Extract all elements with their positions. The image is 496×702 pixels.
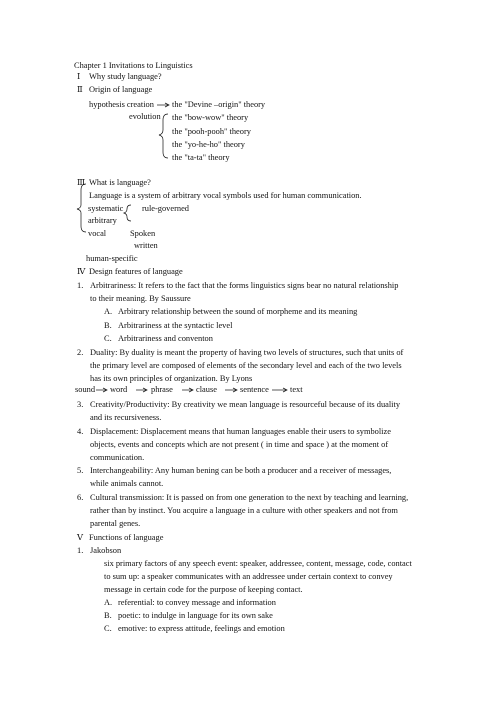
feature-number: 1. bbox=[77, 281, 84, 290]
chapter-title: Chapter 1 Invitations to Linguistics bbox=[74, 61, 193, 70]
section-1-number: Ⅰ bbox=[77, 72, 81, 81]
feature-creativity: Creativity/Productivity: By creativity we mean language is resourceful because of its duality bbox=[90, 400, 401, 409]
chain-text: text bbox=[290, 385, 303, 394]
prop-rule-governed: rule-governed bbox=[142, 204, 189, 213]
theory-item: the "ta-ta" theory bbox=[172, 153, 230, 162]
hypothesis-creation: hypothesis creation bbox=[89, 100, 154, 109]
feature-number: 6. bbox=[77, 493, 84, 502]
list-item: referential: to convey message and information bbox=[118, 598, 276, 607]
section-5-number: Ⅴ bbox=[77, 533, 84, 542]
list-letter: B. bbox=[104, 611, 112, 620]
prop-spoken: Spoken bbox=[130, 229, 156, 238]
jakobson-text: six primary factors of any speech event: speaker, addressee, content, message, code, contact bbox=[104, 559, 412, 568]
feature-text: to their meaning. By Saussure bbox=[90, 294, 191, 303]
list-item: Arbitrary relationship between the sound of morpheme and its meaning bbox=[118, 307, 358, 316]
feature-text: has its own principles of organization. By Lyons bbox=[90, 374, 253, 383]
theory-item: the "pooh-pooh" theory bbox=[172, 127, 251, 136]
chain-phrase: phrase bbox=[151, 385, 173, 394]
section-2-number: Ⅱ bbox=[77, 85, 83, 94]
devine-theory: the "Devine –origin" theory bbox=[172, 100, 266, 109]
prop-vocal: vocal bbox=[88, 229, 107, 238]
feature-displacement: Displacement: Displacement means that human languages enable their users to symbolize bbox=[90, 427, 391, 436]
jakobson-text: to sum up: a speaker communicates with an addressee under certain context to convey bbox=[104, 572, 393, 581]
chain-clause: clause bbox=[196, 385, 217, 394]
feature-interchangeability: Interchangeability: Any human bening can be both a producer and a receiver of messages, bbox=[90, 466, 392, 475]
evolution-label: evolution bbox=[129, 112, 161, 121]
prop-human-specific: human-specific bbox=[86, 254, 138, 263]
feature-text: communication. bbox=[90, 453, 145, 462]
feature-text: rather than by instinct. You acquire a language in a culture with other speakers and not from bbox=[90, 506, 398, 515]
list-letter: A. bbox=[104, 598, 113, 607]
section-1-title: Why study language? bbox=[89, 72, 162, 81]
section-3-title: What is language? bbox=[89, 178, 151, 187]
brace-language bbox=[77, 184, 86, 232]
section-4-title: Design features of language bbox=[89, 267, 183, 276]
section-3-number: Ⅲ bbox=[77, 178, 86, 187]
feature-number: 2. bbox=[77, 348, 84, 357]
list-item: emotive: to express attitude, feelings and emotion bbox=[118, 624, 285, 633]
feature-text: while animals cannot. bbox=[90, 479, 164, 488]
jakobson-text: message in certain code for the purpose of keeping contact. bbox=[104, 585, 303, 594]
feature-number: 3. bbox=[77, 400, 84, 409]
prop-written: written bbox=[134, 241, 158, 250]
theory-item: the "yo-he-ho" theory bbox=[172, 140, 245, 149]
list-letter: A. bbox=[104, 307, 113, 316]
list-letter: C. bbox=[104, 334, 112, 343]
chain-sentence: sentence bbox=[240, 385, 269, 394]
language-definition: Language is a system of arbitrary vocal symbols used for human communication. bbox=[89, 191, 362, 200]
prop-arbitrary: arbitrary bbox=[88, 216, 117, 225]
feature-text: the primary level are composed of elements of the secondary level and each of the two levels bbox=[90, 361, 402, 370]
prop-systematic: systematic bbox=[88, 204, 124, 213]
feature-number: 4. bbox=[77, 427, 84, 436]
feature-text: and its recursiveness. bbox=[90, 413, 162, 422]
section-4-number: Ⅳ bbox=[77, 267, 86, 276]
jakobson-title: Jakobson bbox=[90, 546, 122, 555]
feature-arbitrariness: Arbitrariness: It refers to the fact that the forms linguistics signs bear no natural relationship bbox=[90, 281, 399, 290]
list-letter: C. bbox=[104, 624, 112, 633]
list-item: Arbitrariness and conventon bbox=[118, 334, 213, 343]
chain-sound: sound bbox=[75, 385, 96, 394]
list-item: poetic: to indulge in language for its own sake bbox=[118, 611, 273, 620]
list-letter: B. bbox=[104, 321, 112, 330]
feature-cultural-transmission: Cultural transmission: It is passed on from one generation to the next by teaching and learning, bbox=[90, 493, 409, 502]
feature-text: parental genes. bbox=[90, 519, 141, 528]
section-5-title: Functions of language bbox=[89, 533, 164, 542]
theory-item: the "bow-wow" theory bbox=[172, 113, 249, 122]
function-number: 1. bbox=[77, 546, 84, 555]
feature-text: objects, events and concepts which are not present ( in time and space ) at the moment of bbox=[90, 440, 389, 449]
brace-vocal bbox=[124, 205, 131, 221]
feature-duality: Duality: By duality is meant the property of having two levels of structures, such that units of bbox=[90, 348, 404, 357]
feature-number: 5. bbox=[77, 466, 84, 475]
list-item: Arbitrariness at the syntactic level bbox=[118, 321, 233, 330]
chain-word: word bbox=[110, 385, 128, 394]
section-2-title: Origin of language bbox=[89, 85, 153, 94]
